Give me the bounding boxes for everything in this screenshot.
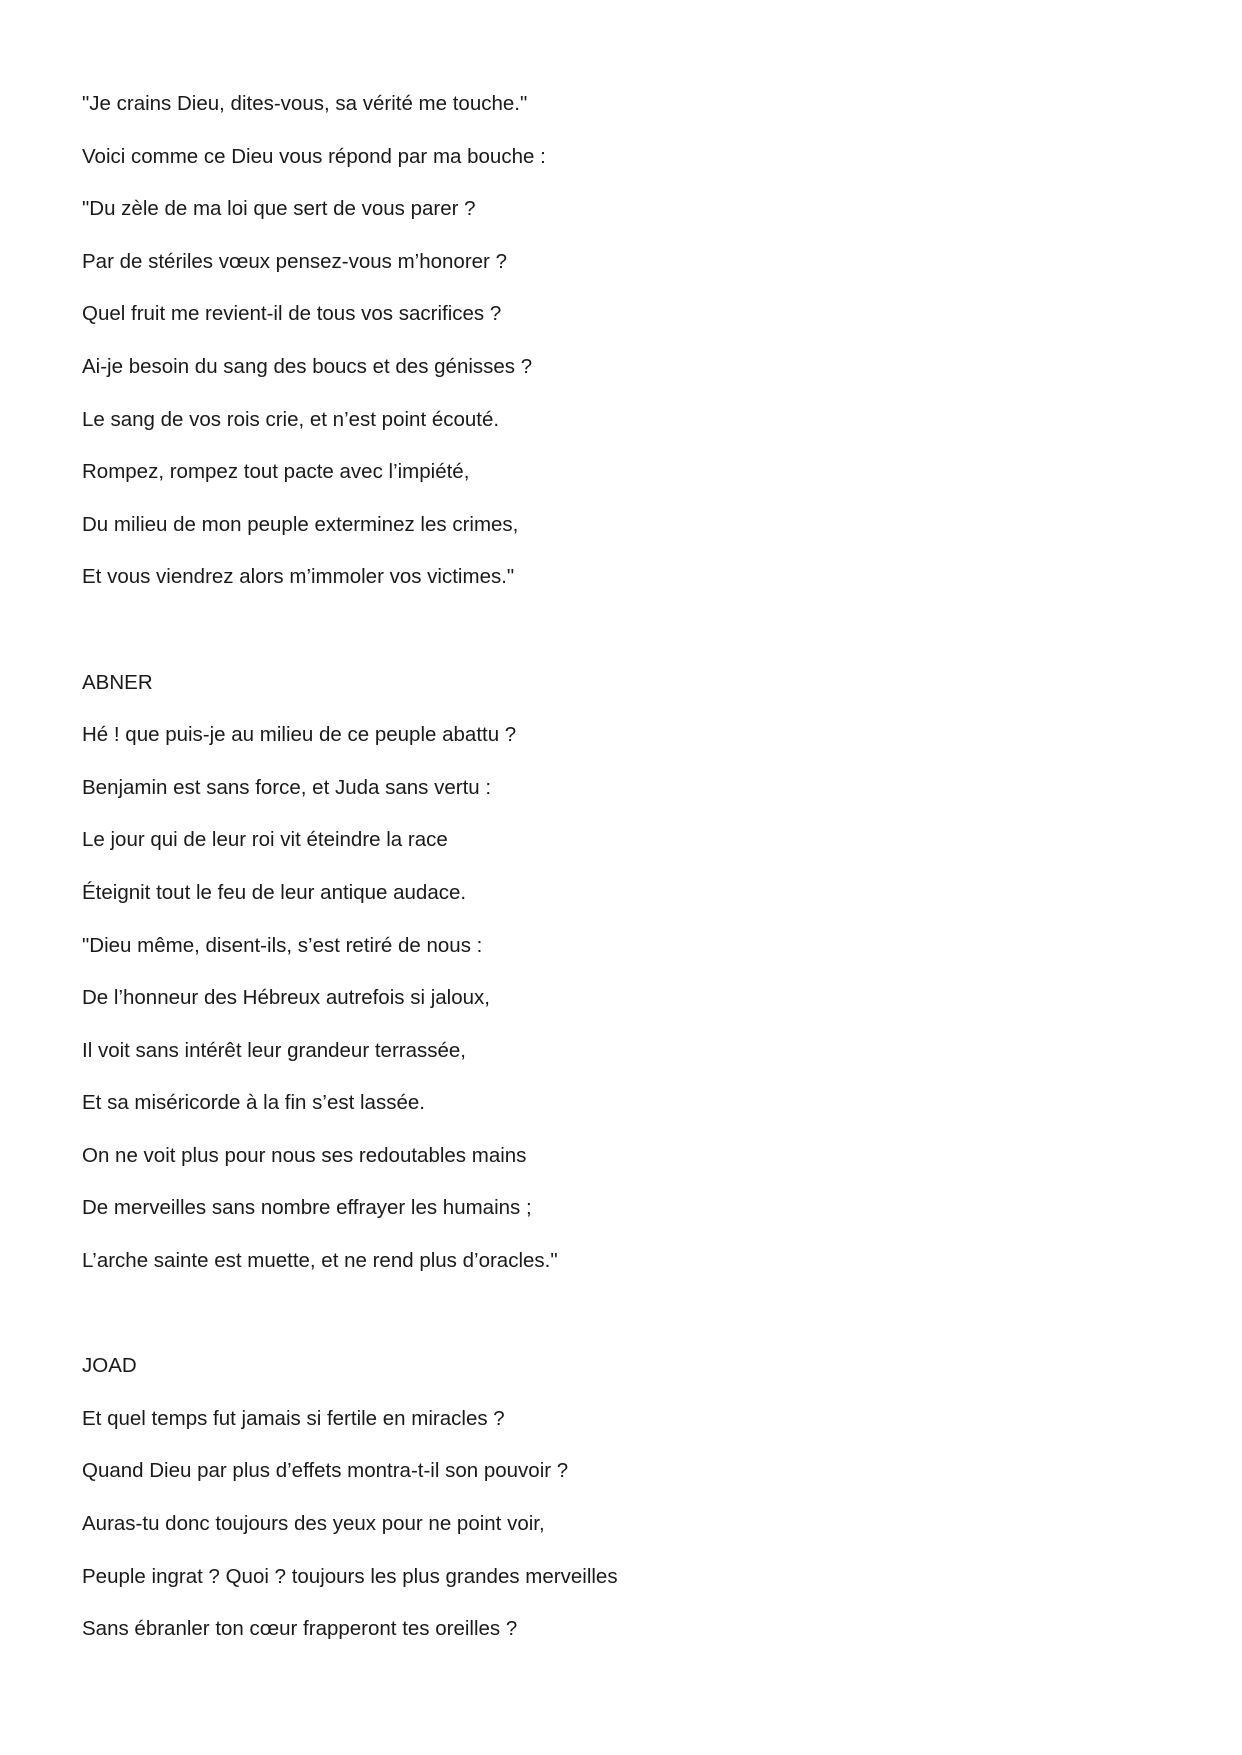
verse-line: Éteignit tout le feu de leur antique audace. (82, 880, 467, 904)
verse-line: De merveilles sans nombre effrayer les humains ; (82, 1196, 532, 1220)
verse-line: Auras-tu donc toujours des yeux pour ne point voir, (82, 1512, 545, 1536)
verse-line: "Du zèle de ma loi que sert de vous parer ? (82, 197, 476, 221)
verse-line: Voici comme ce Dieu vous répond par ma bouche : (82, 144, 546, 168)
verse-line: Il voit sans intérêt leur grandeur terrassée, (82, 1038, 466, 1062)
verse-line: "Je crains Dieu, dites-vous, sa vérité me touche." (82, 92, 528, 115)
verse-line: Et quel temps fut jamais si fertile en miracles ? (82, 1406, 505, 1430)
stanza-gap (82, 1288, 1162, 1341)
passage-3 (82, 1340, 1162, 1656)
verse-line: Et vous viendrez alors m’immoler vos victimes." (82, 565, 515, 589)
verse-line: Quand Dieu par plus d’effets montra-t-il son pouvoir ? (82, 1459, 569, 1483)
verse-line: Du milieu de mon peuple exterminez les crimes, (82, 512, 519, 536)
verse-line: Le jour qui de leur roi vit éteindre la race (82, 828, 448, 852)
verse-line: Par de stériles vœux pensez-vous m’honorer ? (82, 249, 507, 273)
verse-line: Ai-je besoin du sang des boucs et des génisses ? (82, 354, 533, 378)
verse-line: On ne voit plus pour nous ses redoutables mains (82, 1143, 527, 1167)
verse-line: Le sang de vos rois crie, et n’est point écouté. (82, 407, 500, 431)
verse-line: Et sa miséricorde à la fin s’est lassée. (82, 1091, 425, 1115)
speaker-name: ABNER (82, 670, 153, 694)
speaker-name: JOAD (82, 1354, 137, 1378)
verse-line: Peuple ingrat ? Quoi ? toujours les plus grandes merveilles (82, 1564, 618, 1588)
verse-line: L’arche sainte est muette, et ne rend plus d’oracles." (82, 1249, 558, 1273)
verse-line: Sans ébranler ton cœur frapperont tes oreilles ? (82, 1617, 518, 1641)
passage-1 (82, 78, 1162, 604)
verse-text (82, 78, 1162, 1656)
passage-2 (82, 657, 1162, 1288)
verse-line: Rompez, rompez tout pacte avec l’impiété, (82, 460, 470, 484)
verse-line: "Dieu même, disent-ils, s’est retiré de nous : (82, 933, 483, 957)
verse-line: De l’honneur des Hébreux autrefois si jaloux, (82, 986, 490, 1010)
verse-line: Quel fruit me revient-il de tous vos sacrifices ? (82, 302, 502, 326)
stanza-gap (82, 604, 1162, 657)
verse-line: Benjamin est sans force, et Juda sans vertu : (82, 775, 492, 799)
verse-line: Hé ! que puis-je au milieu de ce peuple abattu ? (82, 723, 517, 747)
